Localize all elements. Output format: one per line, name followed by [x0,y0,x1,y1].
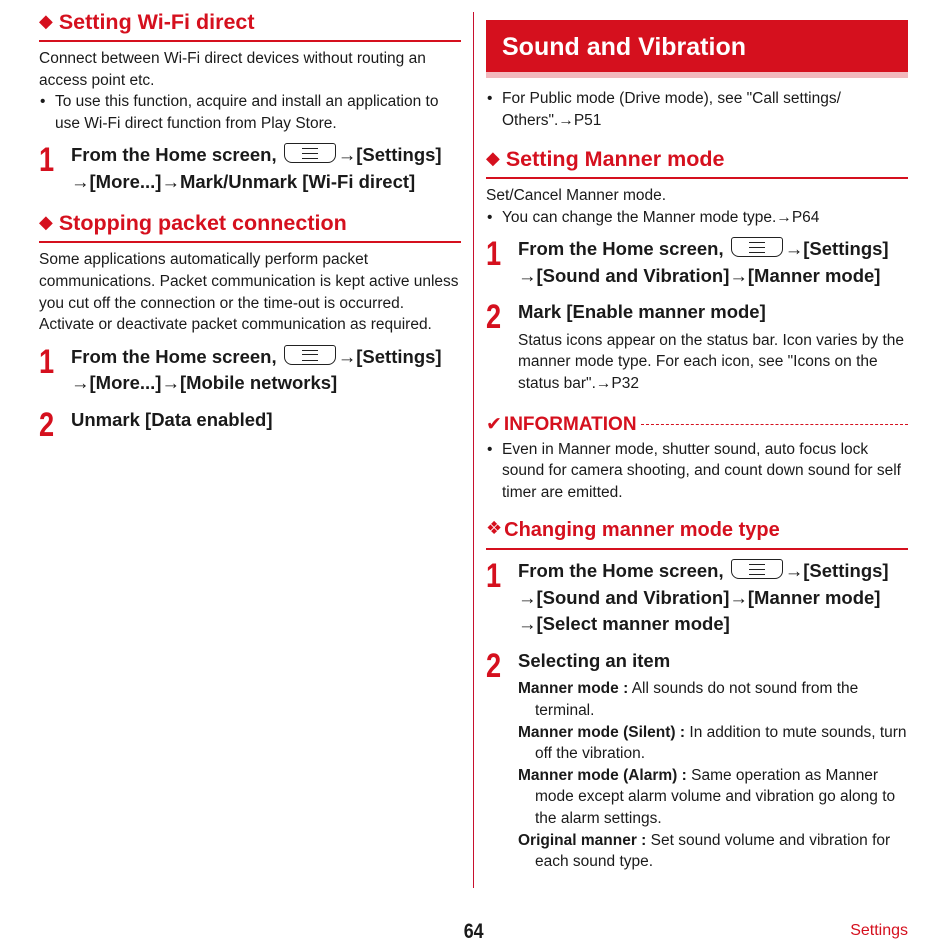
step-number: 2 [486,298,502,337]
step-instruction: Selecting an item [518,649,671,671]
page-number: 64 [463,920,484,943]
step-instruction: From the Home screen, →[Settings] →[Sound and Vibration]→[Manner mode] [518,238,889,286]
manner-type-item: Manner mode (Alarm) : Same operation as Manner mode except alarm volume and vibration go along to the alarm settings. [518,766,896,827]
menu-key-icon [284,345,336,365]
column-divider [473,12,474,888]
section-wifi-direct [39,8,461,195]
packet-description: Some applications automatically perform packet communications. Packet communication is kept active unless you cut off the connection or the time-out is occurred. Activate or deactivate packet communication as required. [39,251,459,334]
section-change-manner-type [486,515,908,872]
change-step-1 [486,558,908,638]
step-number: 1 [486,557,502,596]
public-mode-note: • For Public mode (Drive mode), see "Call settings/ Others".→P51 [486,88,908,131]
manner-step-1 [486,236,908,289]
manner-step-2 [486,299,908,394]
section-packet-connection [39,209,461,444]
section-title-packet-connection: ◆ Stopping packet connection [39,209,461,243]
section-manner-mode [486,145,908,394]
left-column [39,0,461,444]
information-box [486,413,908,504]
packet-step-1 [39,344,461,397]
diamond-icon: ◆ [39,212,53,233]
chapter-label: Settings [850,922,908,939]
step-instruction: From the Home screen, →[Settings] →[Sound and Vibration]→[Manner mode] →[Select manner mode] [518,560,889,635]
packet-step-2 [39,405,461,444]
four-diamond-icon: ❖ [486,518,503,539]
manner-type-item: Manner mode : All sounds do not sound from the terminal. [518,680,859,720]
step-instruction: Mark [Enable manner mode] [518,301,766,323]
section-title-change-manner-type: ❖ Changing manner mode type [486,515,908,550]
section-title-wifi-direct: ◆ Setting Wi-Fi direct [39,8,461,42]
change-step-2 [486,648,908,873]
diamond-icon: ◆ [39,11,53,31]
manner-type-list [518,678,908,872]
menu-key-icon [731,237,783,257]
menu-key-icon [731,559,783,579]
step-instruction: From the Home screen, →[Settings] →[More...]→Mark/Unmark [Wi-Fi direct] [71,144,442,192]
manner-type-item: Manner mode (Silent) : In addition to mute sounds, turn off the vibration. [518,723,907,763]
step-number: 1 [39,342,55,381]
right-column [486,0,908,873]
step-number: 2 [39,405,55,444]
step-number: 2 [486,646,502,685]
information-heading: ✔ INFORMATION [486,413,908,437]
section-title-manner-mode: ◆ Setting Manner mode [486,145,908,179]
manner-type-item: Original manner : Set sound volume and vibration for each sound type. [518,831,891,871]
manner-description: Set/Cancel Manner mode. [486,187,667,205]
chapter-banner: Sound and Vibration [486,20,908,78]
step-instruction: From the Home screen, →[Settings] →[More...]→[Mobile networks] [71,345,442,394]
step-number: 1 [39,141,55,180]
information-note: • Even in Manner mode, shutter sound, auto focus lock sound for camera shooting, and count down sound for self timer are emitted. [486,439,908,504]
step-number: 1 [486,235,502,274]
menu-key-icon [284,143,336,163]
check-icon: ✔ [486,413,502,435]
step-detail: Status icons appear on the status bar. Icon varies by the manner mode type. For each icon, see "Icons on the status bar".→P32 [518,331,905,393]
step-instruction: Unmark [Data enabled] [71,408,273,430]
wifi-direct-note: • To use this function, acquire and install an application to use Wi-Fi direct function from Play Store. [39,91,461,134]
dashed-rule [641,424,908,425]
wifi-direct-step-1 [39,142,461,195]
manner-note: • You can change the Manner mode type.→P64 [486,207,908,229]
diamond-icon: ◆ [486,148,500,169]
wifi-direct-description: Connect between Wi-Fi direct devices without routing an access point etc. [39,50,426,89]
